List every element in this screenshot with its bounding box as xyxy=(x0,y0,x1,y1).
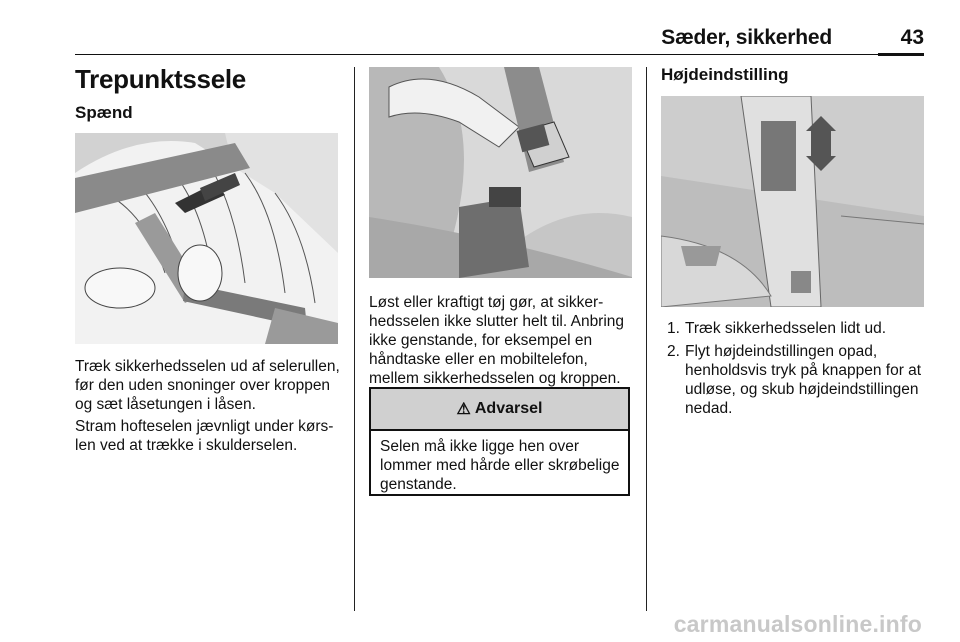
tighten-instructions: Stram hofteselen jævnligt under kørslen ved at trække i skulderselen. xyxy=(75,418,334,454)
warning-body: Selen må ikke ligge hen over lommer med hårde eller skrøbelige genstande. xyxy=(380,438,620,493)
list-item: 2. Flyt højdeindstillingen opad, henholdsvis tryk på knappen for at udløse, og skub højdeindstillingen nedad. xyxy=(667,343,922,417)
watermark: carmanualsonline.info xyxy=(673,611,922,637)
height-adjust-steps xyxy=(661,319,931,422)
list-item: 1. Træk sikkerhedsselen lidt ud. xyxy=(667,320,887,337)
column-divider-right xyxy=(646,67,647,611)
height-adjust-heading: Højdeindstilling xyxy=(661,65,789,84)
illustration-buckle-latch xyxy=(369,67,632,278)
header-rule xyxy=(75,54,924,55)
illustration-buckle-seatbelt xyxy=(75,133,338,344)
section-subheading: Spænd xyxy=(75,103,133,122)
warning-title: Advarsel xyxy=(474,400,543,417)
page-number-rule xyxy=(878,53,924,56)
page-heading: Trepunktssele xyxy=(75,64,246,94)
illustration-height-adjuster xyxy=(661,96,924,307)
column-divider-left xyxy=(354,67,355,611)
page-number: 43 xyxy=(900,26,924,49)
buckle-instructions: Træk sikkerhedsselen ud af selerullen, før den uden snoninger over kroppen og sæt låsetungen i låsen. xyxy=(75,358,340,413)
warning-triangle-icon: ⚠ xyxy=(456,401,471,418)
warning-header xyxy=(371,389,628,431)
section-title: Sæder, sikkerhed xyxy=(661,26,832,49)
clothing-warning-text: Løst eller kraftigt tøj gør, at sikkerhedsselen ikke slutter helt til. Anbring ikke genstande, for eksempel en håndtaske eller en mobiltelefon, mellem sikkerhedsselen og kroppen. xyxy=(369,294,625,387)
warning-box xyxy=(369,387,630,496)
